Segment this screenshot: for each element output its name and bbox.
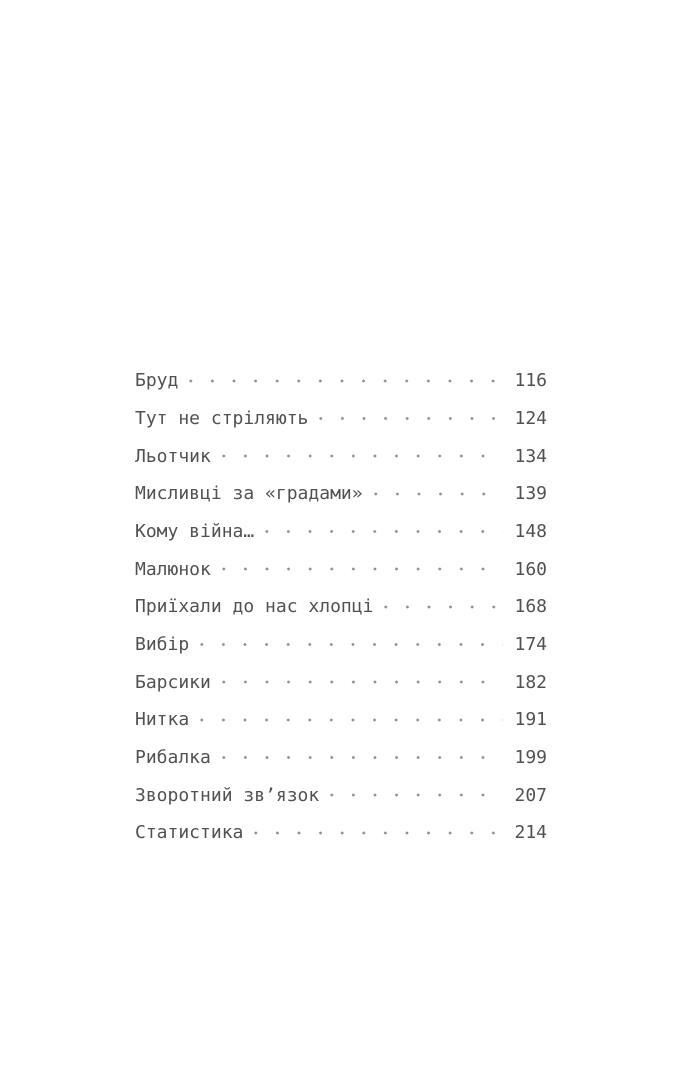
dot-leader xyxy=(213,550,503,588)
dot-leader xyxy=(310,400,502,438)
page-number: 148 xyxy=(514,520,548,542)
chapter-title: Зворотний зв’язок xyxy=(135,784,320,806)
toc-entry xyxy=(135,362,547,400)
chapter-title: Бруд xyxy=(135,370,179,392)
dot-leader xyxy=(213,437,503,475)
dot-leader xyxy=(256,513,502,551)
dot-leader xyxy=(321,776,502,814)
page-number: 207 xyxy=(514,784,548,806)
chapter-title: Барсики xyxy=(135,671,211,693)
chapter-title: Статистика xyxy=(135,822,244,844)
toc-entry xyxy=(135,663,547,701)
dot-leader xyxy=(245,814,502,852)
page-number: 160 xyxy=(514,558,548,580)
toc-entry xyxy=(135,701,547,739)
toc-entry xyxy=(135,475,547,513)
dot-leader xyxy=(191,701,502,739)
page-number: 116 xyxy=(514,370,548,392)
toc-entry xyxy=(135,437,547,475)
chapter-title: Малюнок xyxy=(135,558,211,580)
chapter-title: Нитка xyxy=(135,709,190,731)
chapter-title: Приїхали до нас хлопці xyxy=(135,596,374,618)
toc-entry xyxy=(135,814,547,852)
dot-leader xyxy=(180,362,502,400)
dot-leader xyxy=(365,475,503,513)
dot-leader xyxy=(213,663,503,701)
chapter-title: Тут не стріляють xyxy=(135,407,309,429)
toc-entry xyxy=(135,513,547,551)
chapter-title: Кому війна… xyxy=(135,520,255,542)
toc-entry xyxy=(135,588,547,626)
page-number: 214 xyxy=(514,822,548,844)
dot-leader xyxy=(191,626,502,664)
toc-entry xyxy=(135,400,547,438)
page-number: 199 xyxy=(514,746,548,768)
chapter-title: Вибір xyxy=(135,633,190,655)
page-number: 174 xyxy=(514,633,548,655)
page-number: 182 xyxy=(514,671,548,693)
toc-entry xyxy=(135,626,547,664)
dot-leader xyxy=(213,739,503,777)
toc-entry xyxy=(135,776,547,814)
page-number: 134 xyxy=(514,445,548,467)
page-number: 139 xyxy=(514,483,548,505)
chapter-title: Мисливці за «градами» xyxy=(135,483,363,505)
page-number: 191 xyxy=(514,709,548,731)
page-number: 168 xyxy=(514,596,548,618)
toc-list xyxy=(135,362,547,852)
dot-leader xyxy=(375,588,502,626)
chapter-title: Рибалка xyxy=(135,746,211,768)
toc-entry xyxy=(135,550,547,588)
toc-entry xyxy=(135,739,547,777)
chapter-title: Льотчик xyxy=(135,445,211,467)
page-number: 124 xyxy=(514,407,548,429)
